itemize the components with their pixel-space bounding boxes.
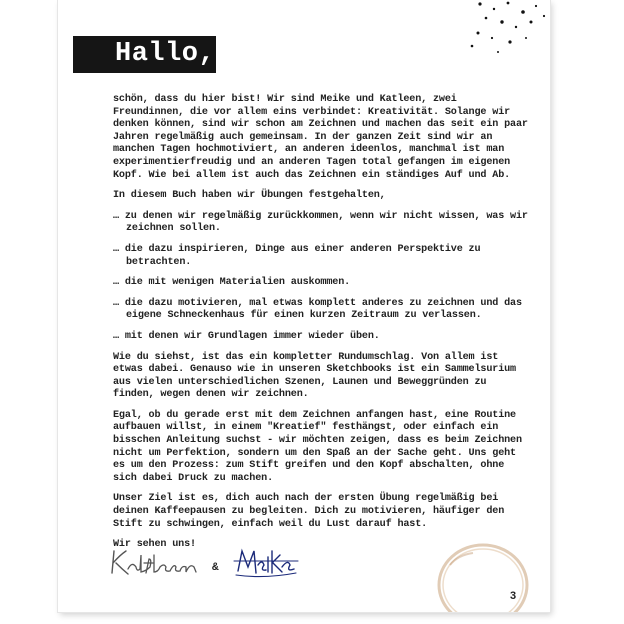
list-item: … die mit wenigen Materialien auskommen. bbox=[113, 277, 351, 289]
signature-katleen bbox=[108, 545, 208, 579]
signatures bbox=[108, 545, 308, 585]
paragraph-intro: schön, dass du hier bist! Wir sind Meike und Katleen, zwei Freundinnen, die vor allem eins verbindet: Kreativität. Solange wir denken können, sind wir schon am Zeichnen und machen das seit ein paar Jahren regelmäßig auch gemeinsam. In der ganzen Zeit sind wir an manchen Tagen hochmotiviert, an anderen ideenlos, manchmal ist man experimentierfreudig und an anderen Tagen total gefangen im eigenen Kopf. Wie bei allem ist auch das Zeichnen ein ständiges Auf und Ab. bbox=[113, 94, 528, 181]
coffee-stain bbox=[428, 525, 538, 612]
decorative-dots bbox=[468, 0, 550, 60]
list-item: … die dazu inspirieren, Dinge aus einer anderen Perspektive zu betrachten. bbox=[113, 243, 481, 268]
page-title: Hallo, bbox=[73, 36, 216, 73]
paragraph-egal: Egal, ob du gerade erst mit dem Zeichnen anfangen hast, eine Routine aufbauen willst, in einem "Kreatief" festhängst, oder einfach ein bisschen Anleitung suchst - wir möchten zeigen, dass es beim Zeichnen nicht um Perfektion, sondern um den Spaß an der Sache geht. Uns geht es um den Prozess: zum Stift greifen und den Kopf abschalten, ohne sich dabei Druck zu machen. bbox=[113, 409, 522, 484]
paragraph-rundumschlag: Wie du siehst, ist das ein kompletter Rundumschlag. Von allem ist etwas dabei. Genauso wie in unseren Sketchbooks ist ein Sammelsurium aus vielen unterschiedlichen Szenen, Launen und Beweggründen zu finden, wegen denen wir zeichnen. bbox=[113, 351, 516, 401]
list-item: … die dazu motivieren, mal etwas komplett anderes zu zeichnen und das eigene Schneckenhaus für einen kurzen Zeitraum zu verlassen. bbox=[113, 297, 522, 322]
list-item: … mit denen wir Grundlagen immer wieder üben. bbox=[113, 330, 380, 342]
signature-meike bbox=[232, 545, 302, 579]
body-text bbox=[113, 94, 528, 560]
paragraph-buch: In diesem Buch haben wir Übungen festgehalten, bbox=[113, 190, 386, 202]
paragraph-ziel: Unser Ziel ist es, dich auch nach der ersten Übung regelmäßig bei deinen Kaffeepausen zu begleiten. Dich zu motivieren, häufiger den Stift zu schwingen, einfach weil du Lust darauf hast. bbox=[113, 493, 505, 530]
list-item: … zu denen wir regelmäßig zurückkommen, wenn wir nicht wissen, was wir zeichnen sollen. bbox=[113, 210, 528, 235]
signature-ampersand: & bbox=[212, 562, 219, 574]
paragraph-gruss: Wir sehen uns! bbox=[113, 539, 196, 551]
book-page bbox=[58, 0, 550, 612]
page-number: 3 bbox=[510, 590, 517, 602]
